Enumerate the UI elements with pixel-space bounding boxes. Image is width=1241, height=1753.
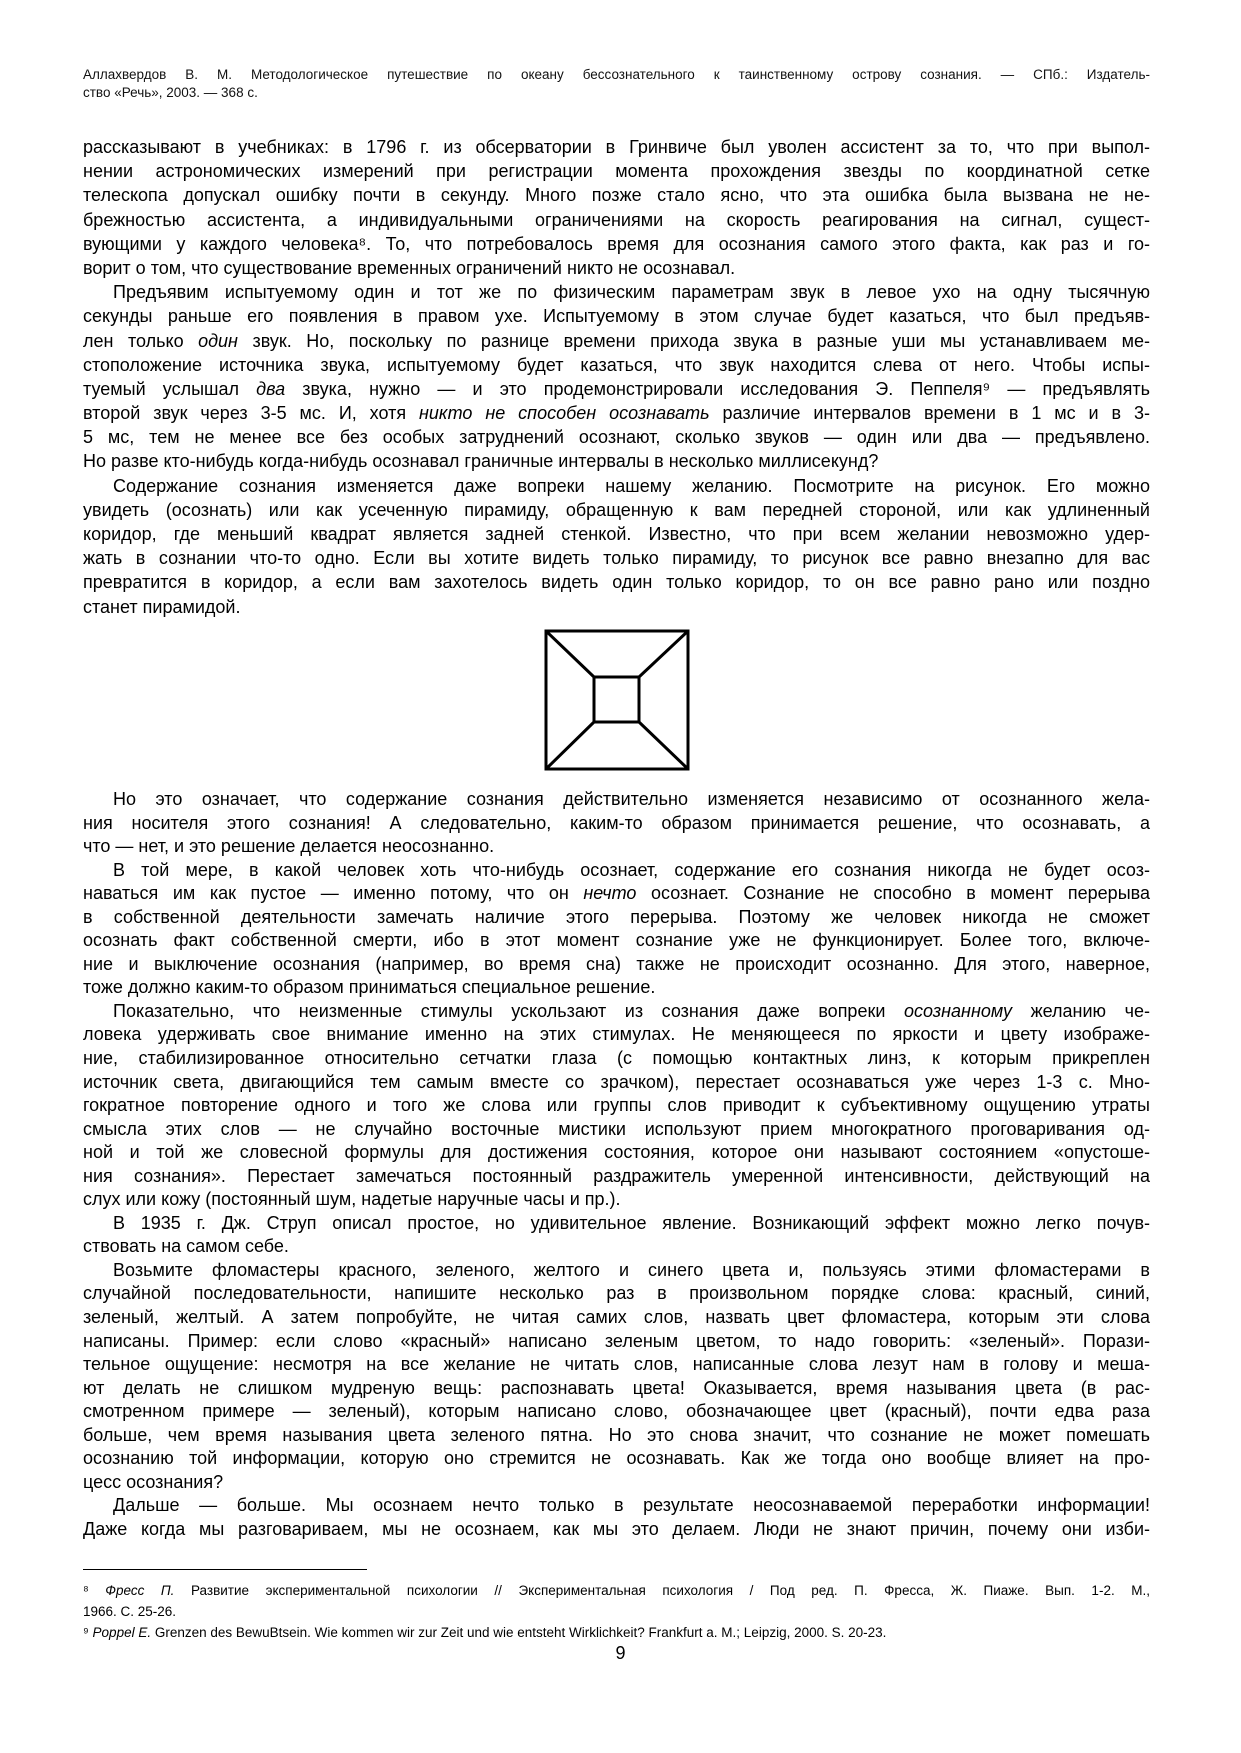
text-line (83, 1141, 1150, 1165)
text-line (83, 788, 1150, 812)
text-line (83, 474, 1150, 498)
text-segment: случайной последовательности, напишите несколько раз в произвольном порядке слова: красный, синий, (83, 1283, 1150, 1304)
text-segment: тоже должно каким-то образом приниматься специальное решение. (83, 977, 656, 998)
text-segment: Даже когда мы разговариваем, мы не осознаем, как мы это делаем. Люди не знают причин, почему они изби- (83, 1518, 1150, 1539)
text-line (83, 1622, 1150, 1643)
diagonal-top-right (639, 631, 688, 677)
text-segment: смотренном примере — зеленый), которым написано слово, обозначающее цвет (красный), почти едва раза (83, 1401, 1150, 1422)
text-line (83, 329, 1150, 353)
text-segment: ной и той же словесной формулы для достижения состояния, которое они называют состоянием «опустоше- (83, 1142, 1150, 1163)
text-segment: источник света, двигающийся тем самым вместе со зрачком), перестает осознаваться уже через 1-3 с. Мно- (83, 1071, 1150, 1092)
text-segment: Предъявим испытуемому один и тот же по физическим параметрам звук в левое ухо на одну тысячную (113, 282, 1150, 303)
text-line (83, 1601, 1150, 1622)
text-segment: различие интервалов времени в 1 мс и в 3- (709, 403, 1150, 424)
text-line (83, 1330, 1150, 1354)
text-line (83, 1023, 1150, 1047)
text-line (83, 159, 1150, 183)
text-line (83, 401, 1150, 425)
text-segment: увидеть (осознать) или как усеченную пирамиду, обращенную к вам передней стороной, или как удлиненный (83, 499, 1150, 520)
text-line (83, 232, 1150, 256)
diagonal-top-left (546, 631, 594, 677)
text-segment: жать в сознании что-то одно. Если вы хотите видеть только пирамиду, то рисунок все равно внезапно для вас (83, 548, 1150, 569)
text-segment: второй звук через 3-5 мс. И, хотя (83, 403, 420, 424)
inner-square (594, 677, 639, 722)
text-segment: В 1935 г. Дж. Струп описал простое, но удивительное явление. Возникающий эффект можно легко почув- (113, 1212, 1150, 1233)
text-line (83, 84, 1150, 102)
text-segment: ⁹ (83, 1625, 93, 1640)
text-line (83, 498, 1150, 522)
text-segment: тельное ощущение: несмотря на все желание не читать слов, написанные слова лезут нам в голову и меша- (83, 1354, 1150, 1375)
text-line (83, 953, 1150, 977)
text-segment: в собственной деятельности замечать наличие этого перерыва. Поэтому же человек никогда не сможет (83, 906, 1150, 927)
text-line (83, 522, 1150, 546)
text-line (83, 1000, 1150, 1024)
text-line (83, 1400, 1150, 1424)
text-line (83, 812, 1150, 836)
text-line (83, 353, 1150, 377)
text-line (83, 1047, 1150, 1071)
text-segment: 1966. С. 25-26. (83, 1604, 177, 1619)
text-line (83, 1447, 1150, 1471)
text-segment: Развитие экспериментальной психологии // Экспериментальная психология / Под ред. П. Фресса, Ж. Пиаже. Вып. 1-2. М., (174, 1583, 1150, 1598)
text-line (83, 1235, 1150, 1259)
text-segment: Показательно, что неизменные стимулы ускользают из сознания даже вопреки (113, 1000, 904, 1021)
text-segment: наваться им как пустое — именно потому, что он (83, 883, 584, 904)
text-segment: ют делать не слишком мудреную вещь: распознавать цвета! Оказывается, время называния цвета (в рас- (83, 1377, 1150, 1398)
text-line (83, 1377, 1150, 1401)
text-segment: звук. Но, поскольку по разнице времени прихода звука в разные уши мы устанавливаем ме- (237, 330, 1150, 351)
text-segment: туемый услышал (83, 378, 257, 399)
text-segment: ния сознания». Перестает замечаться постоянный раздражитель умеренной интенсивности, действующий на (83, 1165, 1150, 1186)
text-line (83, 595, 1150, 619)
italic-text: один (198, 330, 238, 351)
footnote-divider (83, 1569, 367, 1570)
text-segment: что — нет, и это решение делается неосознанно. (83, 836, 495, 857)
text-line (83, 546, 1150, 570)
text-segment: зеленый, желтый. А затем попробуйте, не читая самих слов, назвать цвет фломастера, которым эти слова (83, 1307, 1150, 1328)
text-segment: слух или кожу (постоянный шум, надетые наручные часы и пр.). (83, 1189, 621, 1210)
italic-text: нечто (583, 883, 637, 904)
text-segment: осознать факт собственной смерти, ибо в этот момент сознание уже не функционирует. Более того, включе- (83, 930, 1150, 951)
text-segment: 5 мс, тем не менее все без особых затруднений осознают, сколько звуков — один или два — предъявлено. (83, 427, 1150, 448)
text-segment: ния носителя этого сознания! А следовательно, каким-то образом принимается решение, что осознавать, а (83, 812, 1150, 833)
text-line (83, 1282, 1150, 1306)
text-line (83, 1259, 1150, 1283)
text-segment: превратится в коридор, а если вам захотелось видеть один только коридор, то он все равно рано или поздно (83, 572, 1150, 593)
footnotes (83, 1580, 1150, 1643)
text-segment: цесс осознания? (83, 1471, 224, 1492)
text-segment: смысла этих слов — не случайно восточные мистики используют прием многократного проговаривания од- (83, 1118, 1150, 1139)
text-segment: желанию че- (1012, 1000, 1150, 1021)
text-segment: ние, стабилизированное относительно сетчатки глаза (с помощью контактных линз, к которым прикреплен (83, 1048, 1150, 1069)
text-line (83, 1494, 1150, 1518)
italic-text: Poppel E. (92, 1625, 152, 1640)
text-line (83, 1188, 1150, 1212)
text-line (83, 1094, 1150, 1118)
text-segment: Аллахвердов В. М. Методологическое путешествие по океану бессознательного к таинственному острову сознания. — СПб.: Издатель- (83, 67, 1150, 82)
text-segment: рассказывают в учебниках: в 1796 г. из обсерватории в Гринвиче был уволен ассистент за то, что при выпол- (83, 137, 1150, 157)
text-line (83, 1471, 1150, 1495)
text-line (83, 859, 1150, 883)
italic-text: никто не способен осознавать (419, 403, 710, 424)
text-line (83, 976, 1150, 1000)
text-segment: ствовать на самом себе. (83, 1236, 289, 1257)
italic-text: Фресс П. (105, 1583, 175, 1598)
text-segment: Содержание сознания изменяется даже вопреки нашему желанию. Посмотрите на рисунок. Его можно (113, 475, 1150, 496)
diagonal-bottom-right (639, 722, 688, 769)
text-line (83, 208, 1150, 232)
text-line (83, 1212, 1150, 1236)
text-segment: Но это означает, что содержание сознания действительно изменяется независимо от осознанного жела- (113, 789, 1150, 809)
pyramid-corridor-figure (544, 629, 690, 771)
text-line (83, 835, 1150, 859)
text-line (83, 906, 1150, 930)
italic-text: осознанному (903, 1000, 1013, 1021)
text-line (83, 1165, 1150, 1189)
text-segment: написаны. Пример: если слово «красный» написано зеленым цветом, то надо говорить: «зеленый». Порази- (83, 1330, 1150, 1351)
text-segment: гократное повторение одного и того же слова или группы слов приводит к субъективному ощущению утраты (83, 1095, 1150, 1116)
text-segment: Но разве кто-нибудь когда-нибудь осознавал граничные интервалы в несколько миллисекунд? (83, 451, 879, 472)
diagonal-bottom-left (546, 722, 594, 769)
text-segment: телескопа допускал ошибку почти в секунду. Много позже стало ясно, что эта ошибка была вызвана не не- (83, 185, 1150, 206)
body-text-bottom (83, 788, 1150, 1542)
text-segment: осознанию той информации, которую оно стремится не осознавать. Как же тогда оно вообще влияет на про- (83, 1448, 1150, 1469)
text-segment: ние и выключение осознания (например, во время сна) также не происходит осознанно. Для этого, наверное, (83, 953, 1150, 974)
text-line (83, 449, 1150, 473)
text-line (83, 1580, 1150, 1601)
text-line (83, 1353, 1150, 1377)
text-segment: Дальше — больше. Мы осознаем нечто только в результате неосознаваемой переработки информации! (113, 1495, 1150, 1516)
text-line (83, 183, 1150, 207)
italic-text: два (256, 378, 286, 399)
text-line (83, 256, 1150, 280)
text-line (83, 304, 1150, 328)
text-line (83, 570, 1150, 594)
text-segment: станет пирамидой. (83, 596, 241, 617)
text-segment: ворит о том, что существование временных ограничений никто не осознавал. (83, 257, 736, 278)
text-line (83, 425, 1150, 449)
text-line (83, 1118, 1150, 1142)
text-segment: секунды раньше его появления в правом ухе. Испытуемому в этом случае будет казаться, что был предъяв- (83, 306, 1150, 327)
text-line (83, 66, 1150, 84)
page-number: 9 (615, 1643, 626, 1663)
text-line (83, 929, 1150, 953)
text-segment: нении астрономических измерений при регистрации момента прохождения звезды по координатной сетке (83, 161, 1150, 182)
text-segment: звука, нужно — и это продемонстрировали исследования Э. Пеппеля⁹ — предъявлять (285, 378, 1150, 399)
text-line (83, 882, 1150, 906)
text-segment: ⁸ (83, 1583, 106, 1598)
text-segment: ство «Речь», 2003. — 368 с. (83, 85, 258, 100)
text-segment: коридор, где меньший квадрат является задней стенкой. Известно, что при всем желании невозможно удер- (83, 524, 1150, 544)
text-segment: брежностью ассистента, а индивидуальными ограничениями на скорость реагирования на сигнал, сущест- (83, 209, 1150, 230)
text-segment: вующими у каждого человека⁸. То, что потребовалось время для осознания самого этого факта, как раз и го- (83, 233, 1150, 254)
text-segment: осознает. Сознание не способно в момент перерыва (636, 883, 1151, 904)
text-segment: лен только (83, 330, 199, 351)
text-segment: стоположение источника звука, испытуемому будет казаться, что звук находится слева от него. Чтобы испы- (83, 354, 1150, 375)
text-segment: Возьмите фломастеры красного, зеленого, желтого и синего цвета и, пользуясь этими фломастерами в (113, 1259, 1150, 1280)
text-line (83, 377, 1150, 401)
body-text-top (83, 135, 1150, 619)
text-line (83, 280, 1150, 304)
text-line (83, 1071, 1150, 1095)
text-segment: ловека удерживать свое внимание именно на этих стимулах. Не меняющееся по яркости и цвету изображе- (83, 1024, 1150, 1045)
text-line (83, 1518, 1150, 1542)
text-line (83, 135, 1150, 159)
text-segment: Grenzen des BewuBtsein. Wie kommen wir zur Zeit und wie entsteht Wirklichkeit? Frankfurt a. M.; Leipzig, 2000. S. 20-23. (151, 1625, 887, 1640)
bibliographic-header (83, 66, 1150, 102)
text-line (83, 1306, 1150, 1330)
text-segment: В той мере, в какой человек хоть что-нибудь осознает, содержание его сознания никогда не будет осоз- (113, 859, 1150, 880)
text-line (83, 1424, 1150, 1448)
text-segment: больше, чем время называния цвета зеленого пятна. Но это снова значит, что сознание не может помешать (83, 1424, 1150, 1445)
